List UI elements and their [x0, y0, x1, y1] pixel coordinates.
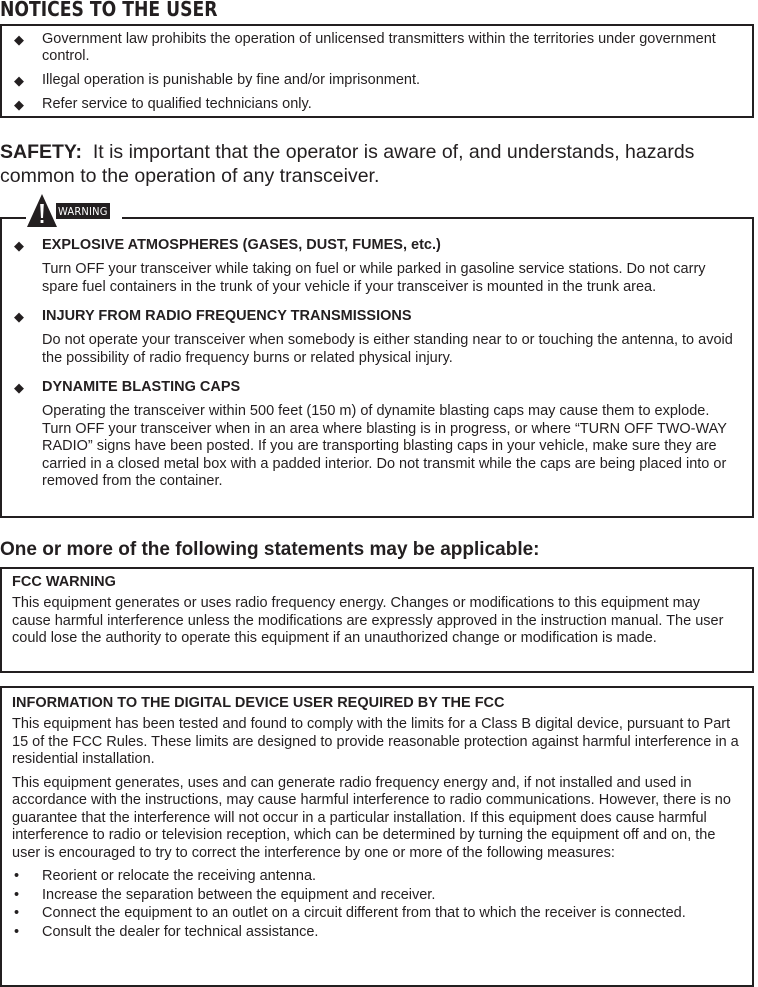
safety-text: It is important that the operator is aware of, and understands, hazards common to the operation of any transceiver.: [0, 141, 695, 187]
hazard-body: Turn OFF your transceiver while taking on fuel or while parked in gasoline service stations. Do not carry spare fuel containers in the trunk of your vehicle if your transceiver is mounted in the trunk area.: [42, 261, 706, 295]
diamond-bullet-icon: ◆: [14, 32, 24, 47]
hazard-item: [12, 308, 742, 367]
hazard-item: [12, 237, 742, 296]
diamond-bullet-icon: ◆: [14, 73, 24, 88]
diamond-bullet-icon: ◆: [14, 309, 24, 324]
safety-statement: [0, 140, 756, 188]
measure-item: • Connect the equipment to an outlet on a circuit different from that to which the receiver is connected.: [14, 905, 686, 921]
notices-box: [0, 24, 754, 118]
measure-item: • Consult the dealer for technical assistance.: [14, 923, 319, 940]
hazard-title: EXPLOSIVE ATMOSPHERES (GASES, DUST, FUMES, etc.): [42, 237, 441, 253]
warning-triangle-icon: [26, 193, 58, 229]
hazard-item: [12, 379, 742, 491]
bullet-dot-icon: •: [14, 905, 20, 921]
hazard-title: INJURY FROM RADIO FREQUENCY TRANSMISSIONS: [42, 308, 412, 324]
notices-title: NOTICES TO THE USER: [0, 0, 218, 21]
measure-item: • Increase the separation between the equipment and receiver.: [14, 886, 436, 903]
hazard-title: DYNAMITE BLASTING CAPS: [42, 379, 241, 395]
warning-box: [0, 217, 754, 518]
bullet-dot-icon: •: [14, 923, 20, 940]
diamond-bullet-icon: ◆: [14, 380, 24, 395]
hazard-body: Do not operate your transceiver when somebody is either standing near to or touching the antenna, to avoid the possibility of radio frequency burns or related physical injury.: [42, 332, 733, 366]
notice-item: ◆ Illegal operation is punishable by fine and/or imprisonment.: [14, 72, 421, 88]
info-title: INFORMATION TO THE DIGITAL DEVICE USER REQUIRED BY THE FCC: [12, 695, 505, 711]
fcc-warning-box: [0, 567, 754, 673]
measure-item: • Reorient or relocate the receiving antenna.: [14, 868, 317, 884]
warning-badge: [26, 193, 122, 231]
fcc-title: FCC WARNING: [12, 574, 116, 590]
bullet-dot-icon: •: [14, 886, 20, 903]
warning-label: WARNING: [58, 205, 108, 218]
diamond-bullet-icon: ◆: [14, 97, 24, 112]
info-paragraph: This equipment generates, uses and can generate radio frequency energy and, if not installed and used in accordance with the instructions, may cause harmful interference to radio communications. However, there is no guarantee that the interference will not occur in a particular installation. If this equipment does cause harmful interference to radio or television reception, which can be determined by turning the equipment off and on, the user is encouraged to try to correct the interference by one or more of the following measures:: [12, 774, 731, 861]
fcc-text: This equipment generates or uses radio frequency energy. Changes or modifications to this equipment may cause harmful interference unless the modifications are expressly approved in the instruction manual. The user could lose the authority to operate this equipment if an unauthorized change or modification is made.: [12, 595, 724, 646]
safety-label: SAFETY:: [0, 141, 82, 163]
applicable-heading: One or more of the following statements may be applicable:: [0, 539, 540, 560]
hazard-body: Operating the transceiver within 500 feet (150 m) of dynamite blasting caps may cause them to explode. Turn OFF your transceiver when in an area where blasting is in progress, or where “TURN OFF TWO-WAY RADIO” signs have been posted. If you are transporting blasting caps in your vehicle, make sure they are carried in a closed metal box with a padded interior. Do not transmit while the caps are being placed into or removed from the container.: [42, 403, 727, 489]
notice-item: ◆ Refer service to qualified technicians only.: [14, 96, 312, 112]
bullet-dot-icon: •: [14, 868, 20, 884]
info-paragraph: This equipment has been tested and found to comply with the limits for a Class B digital device, pursuant to Part 15 of the FCC Rules. These limits are designed to provide reasonable protection against harmful interference in a residential installation.: [12, 716, 739, 767]
diamond-bullet-icon: ◆: [14, 238, 24, 253]
notice-item: ◆ Government law prohibits the operation of unlicensed transmitters within the territories under government control.: [14, 31, 716, 64]
fcc-info-box: [0, 686, 754, 987]
